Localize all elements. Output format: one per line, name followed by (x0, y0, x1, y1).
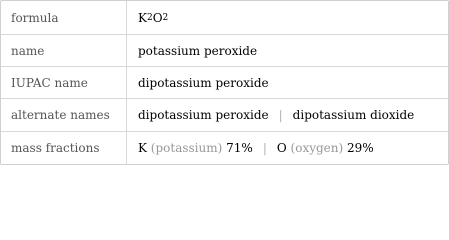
alternate-names-value (128, 99, 448, 131)
mass-fraction-element: (potassium) (150, 141, 223, 155)
mass-fractions-label: mass fractions (1, 132, 127, 164)
alternate-names-row (1, 99, 448, 132)
mass-fraction-symbol: O (276, 141, 287, 155)
mass-fractions-value (128, 132, 448, 164)
formula-element-o: O (152, 10, 163, 25)
separator: | (278, 108, 283, 122)
name-value: potassium peroxide (138, 43, 258, 58)
mass-fraction-percent: 71% (226, 141, 253, 155)
iupac-name-label: IUPAC name (1, 67, 127, 98)
formula-row (1, 1, 448, 35)
alternate-name-item: dipotassium peroxide (138, 108, 269, 122)
iupac-name-value: dipotassium peroxide (138, 75, 269, 90)
alternate-name-item: dipotassium dioxide (292, 108, 415, 122)
mass-fraction-percent: 29% (347, 141, 374, 155)
iupac-name-row (1, 67, 448, 99)
mass-fraction-element: (oxygen) (290, 141, 344, 155)
mass-fraction-symbol: K (138, 141, 147, 155)
alternate-names-label: alternate names (1, 99, 127, 131)
formula-element-k: K (138, 10, 147, 25)
formula-value: K 2 O 2 (138, 10, 169, 25)
mass-fractions-row (1, 132, 448, 164)
name-row (1, 35, 448, 67)
name-label: name (1, 35, 127, 66)
formula-label: formula (1, 1, 127, 34)
separator: | (262, 141, 267, 155)
